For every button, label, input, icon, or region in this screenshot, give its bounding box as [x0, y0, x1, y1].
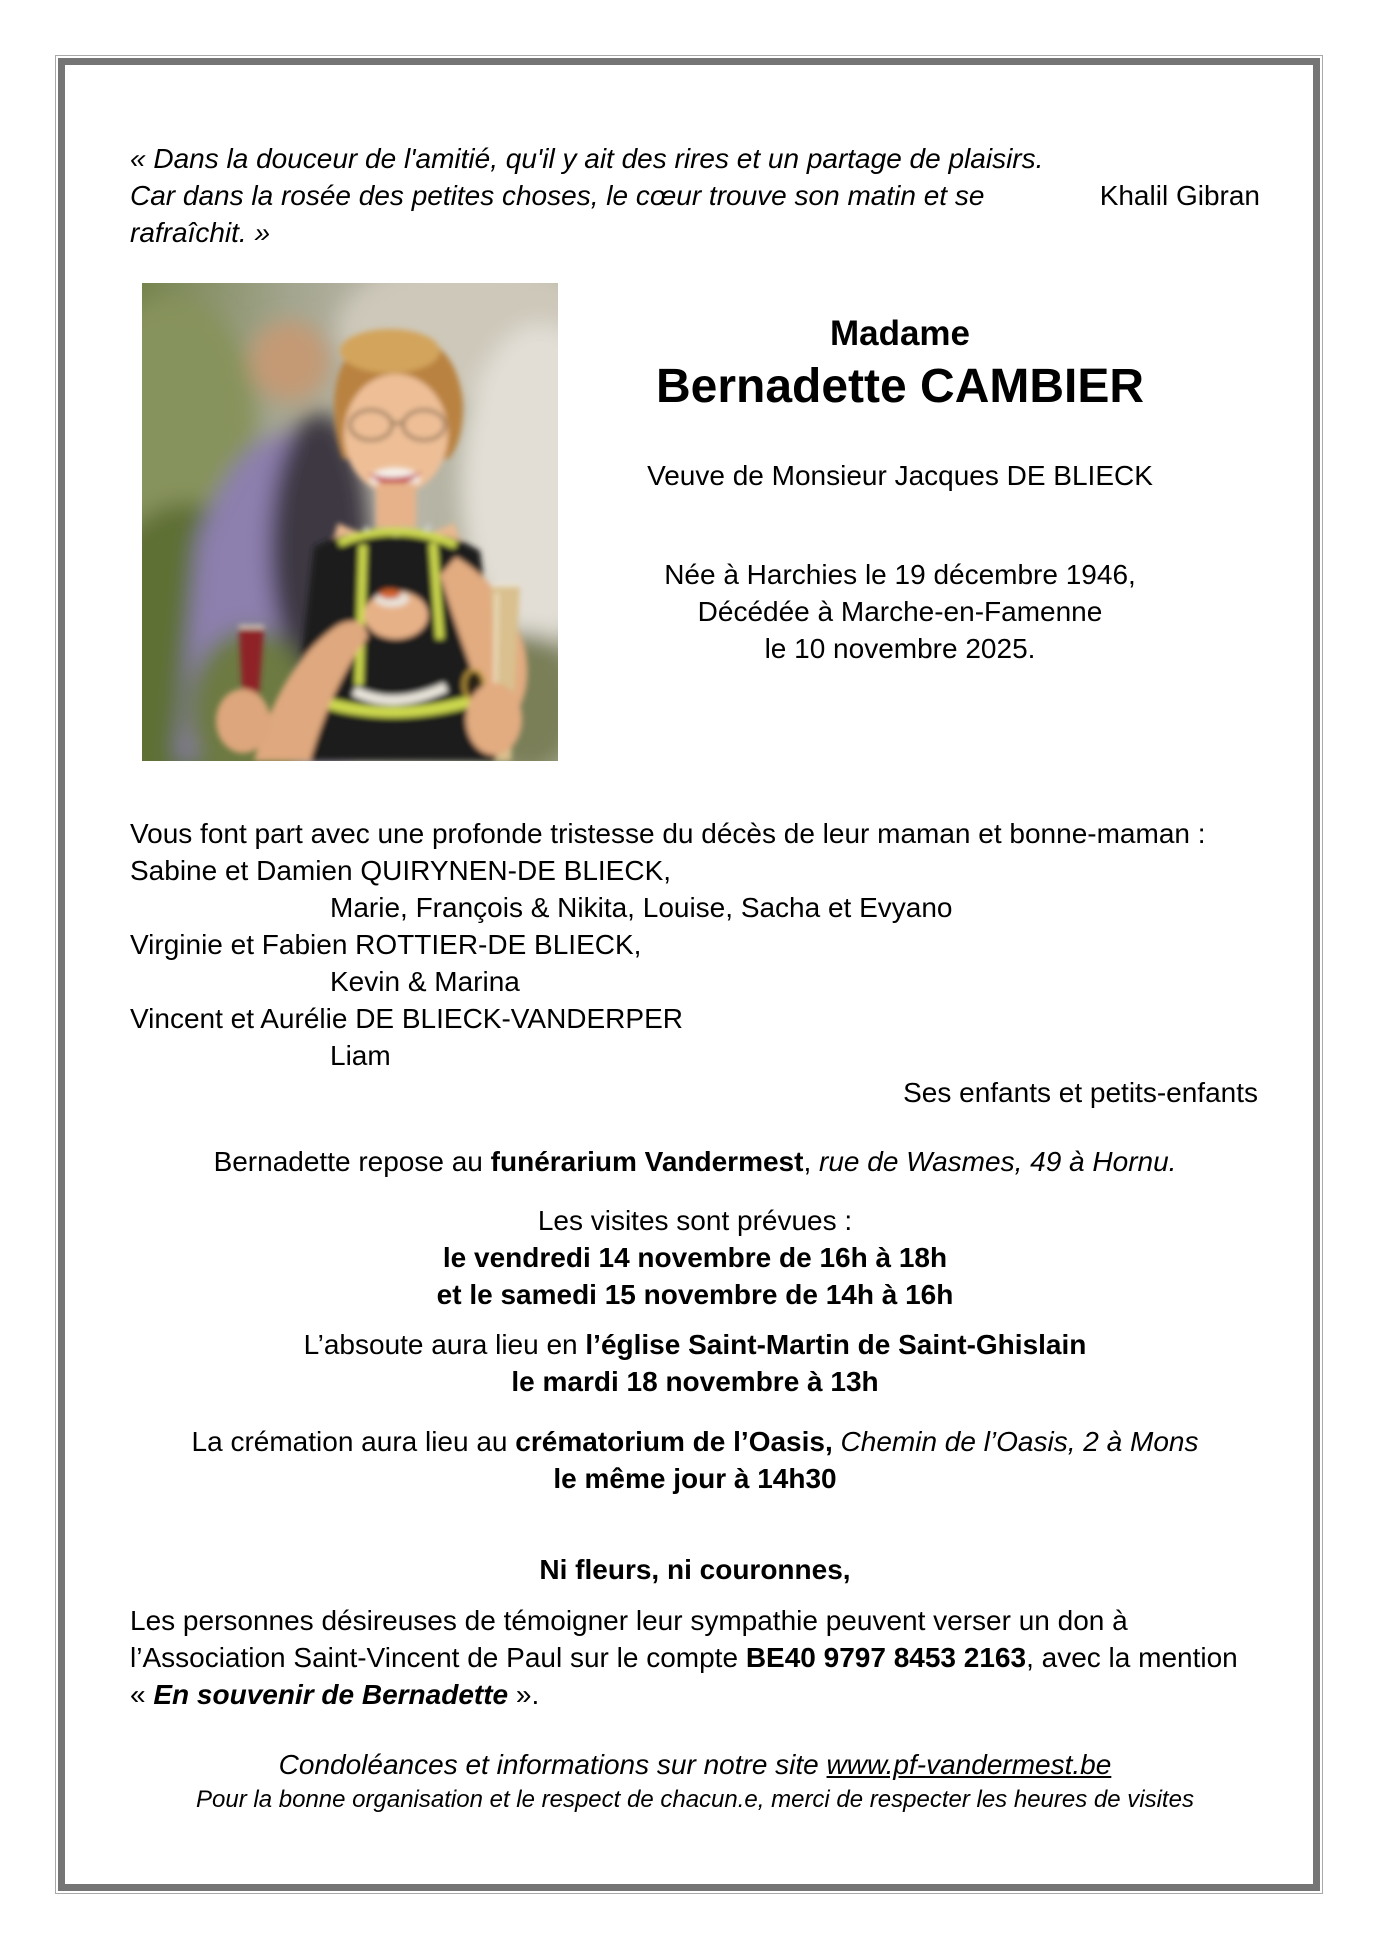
quote-block [130, 140, 1260, 251]
footer-condolences [130, 1746, 1260, 1783]
family-line: Virginie et Fabien ROTTIER-DE BLIECK, [130, 929, 642, 960]
cremation-text: La crémation aura lieu au [191, 1426, 516, 1457]
footer-respect-note: Pour la bonne organisation et le respect de chacun.e, merci de respecter les heures de visites [196, 1786, 1194, 1813]
repose-text: Bernadette repose au [213, 1146, 491, 1177]
donation-mention: En souvenir de Bernadette [153, 1679, 509, 1710]
family-line: Kevin & Marina [330, 966, 520, 997]
cremation-location-bold: crématorium de l’Oasis, [515, 1426, 833, 1457]
death-line-1: Décédée à Marche-en-Famenne [697, 596, 1103, 627]
family-line: Vincent et Aurélie DE BLIECK-VANDERPER [130, 1003, 683, 1034]
absoute-text: L’absoute aura lieu en [303, 1329, 586, 1360]
donation-text-post: , avec la mention [1026, 1642, 1238, 1673]
donation-line-2 [130, 1639, 1260, 1676]
portrait-photo [142, 283, 558, 761]
flowers-line: Ni fleurs, ni couronnes, [539, 1554, 851, 1585]
donation-text: l’Association Saint-Vincent de Paul sur le compte [130, 1642, 746, 1673]
donation-line-1: Les personnes désireuses de témoigner leur sympathie peuvent verser un don à [130, 1605, 1128, 1636]
birth-line: Née à Harchies le 19 décembre 1946, [664, 559, 1136, 590]
cremation-block [130, 1423, 1260, 1497]
donation-account: BE40 9797 8453 2163 [745, 1642, 1027, 1673]
visites-block [130, 1202, 1260, 1313]
quote-line-2-text: Car dans la rosée des petites choses, le cœur trouve son matin et se rafraîchit. » [130, 180, 985, 248]
quote-line-2 [130, 177, 1260, 251]
repose-line [130, 1143, 1260, 1180]
website-link[interactable]: www.pf-vandermest.be [826, 1749, 1112, 1780]
visites-line-2: et le samedi 15 novembre de 14h à 16h [436, 1279, 954, 1310]
family-line: Sabine et Damien QUIRYNEN-DE BLIECK, [130, 855, 672, 886]
family-line: Liam [330, 1040, 391, 1071]
family-block [130, 815, 1260, 1111]
photo-header-row [130, 283, 1260, 761]
visites-line-1: le vendredi 14 novembre de 16h à 18h [442, 1242, 948, 1273]
absoute-line [130, 1326, 1260, 1363]
donation-quote-close: ». [508, 1679, 540, 1710]
condolences-text: Condoléances et informations sur notre site [278, 1749, 827, 1780]
absoute-church-bold: l’église Saint-Martin de Saint-Ghislain [585, 1329, 1087, 1360]
repose-location-bold: funérarium Vandermest [490, 1146, 804, 1177]
family-line: Marie, François & Nikita, Louise, Sacha et Evyano [330, 892, 953, 923]
absoute-date-line: le mardi 18 novembre à 13h [511, 1366, 879, 1397]
repose-address-italic: rue de Wasmes, 49 à Hornu. [819, 1146, 1177, 1177]
deceased-name: Bernadette CAMBIER [655, 360, 1145, 413]
deceased-header [510, 313, 1290, 667]
cremation-date-line: le même jour à 14h30 [553, 1463, 837, 1494]
visites-intro: Les visites sont prévues : [537, 1205, 853, 1236]
donation-line-3 [130, 1676, 1260, 1713]
donation-block [130, 1602, 1260, 1713]
family-signature: Ses enfants et petits-enfants [903, 1077, 1258, 1108]
family-intro: Vous font part avec une profonde tristesse du décès de leur maman et bonne-maman : [130, 818, 1206, 849]
donation-quote-open: « [130, 1679, 154, 1710]
cremation-line [130, 1423, 1260, 1460]
cremation-address-italic: Chemin de l’Oasis, 2 à Mons [832, 1426, 1199, 1457]
death-line-2: le 10 novembre 2025. [764, 633, 1036, 664]
quote-author: Khalil Gibran [1099, 180, 1260, 211]
absoute-block [130, 1326, 1260, 1400]
widow-line: Veuve de Monsieur Jacques DE BLIECK [647, 460, 1153, 491]
birth-death-block [510, 556, 1290, 667]
repose-separator: , [803, 1146, 819, 1177]
quote-line-1: « Dans la douceur de l'amitié, qu'il y ait des rires et un partage de plaisirs. [130, 143, 1044, 174]
title-madame: Madame [829, 314, 971, 353]
